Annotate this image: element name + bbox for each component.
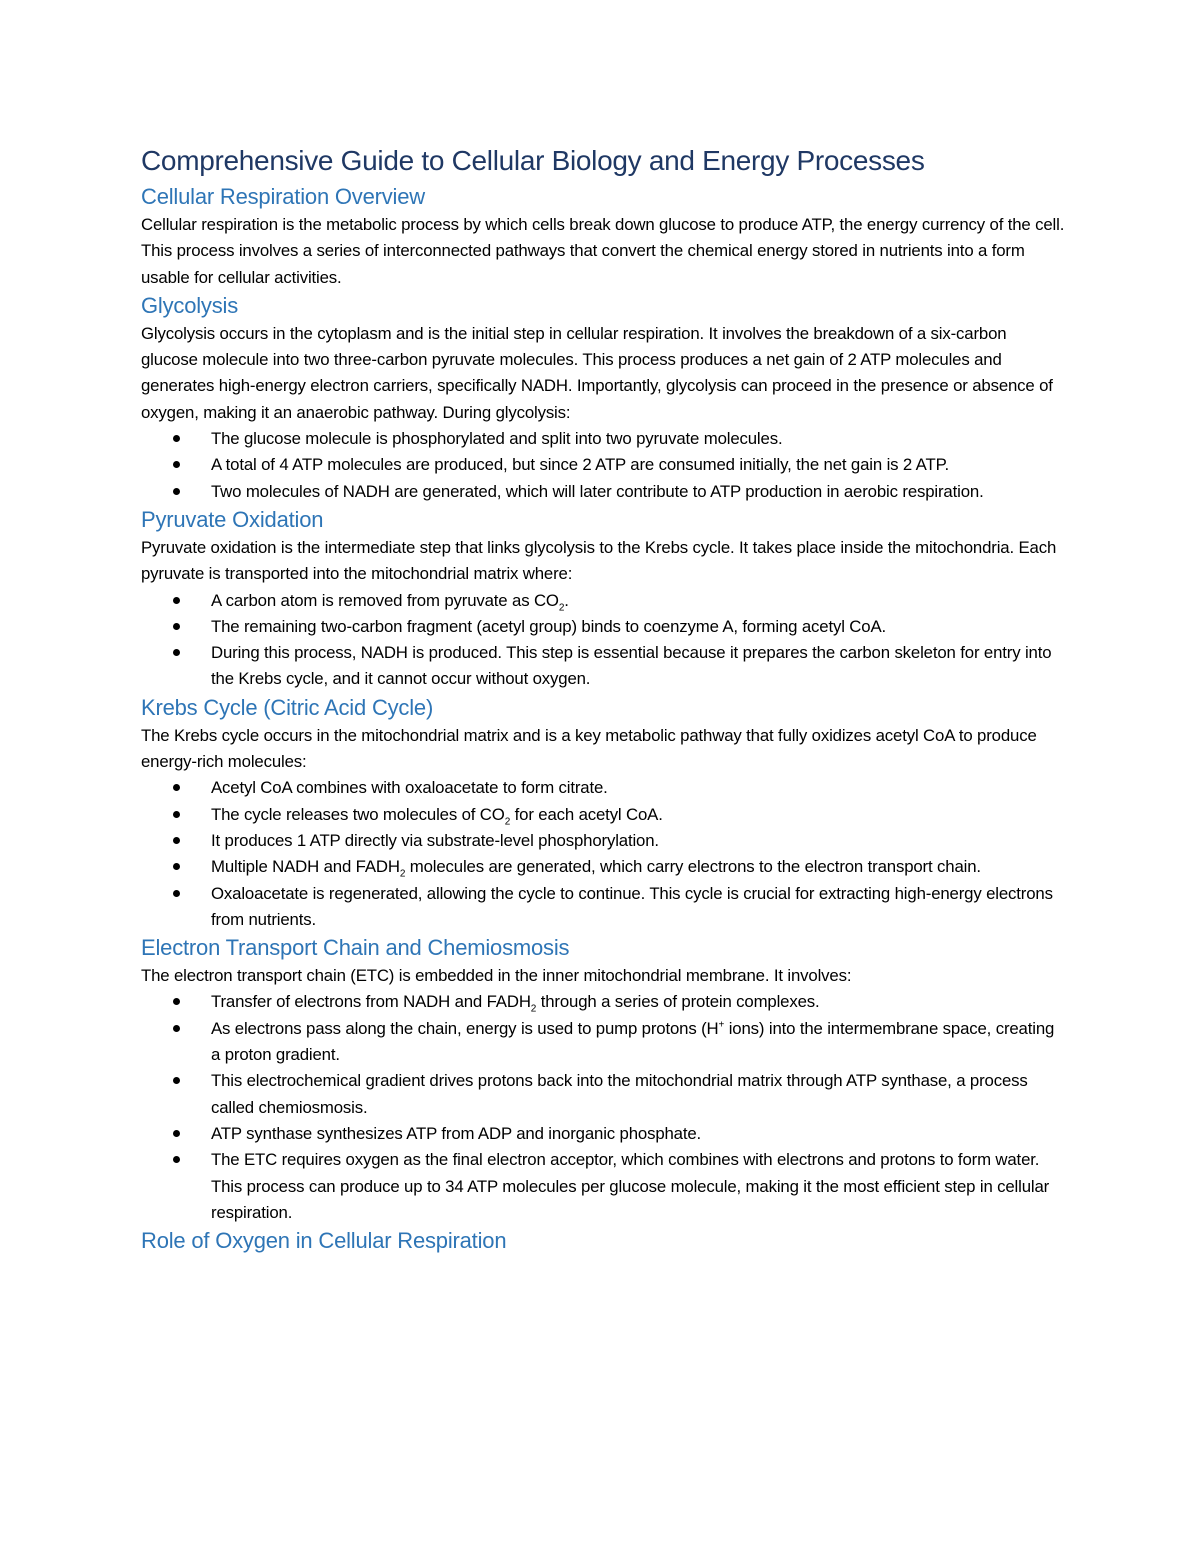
bullet-icon [173, 1025, 180, 1032]
list-item [141, 1016, 1066, 1069]
bullet-icon [173, 837, 180, 844]
list-item [141, 426, 1066, 452]
list-item-text: Acetyl CoA combines with oxaloacetate to form citrate. [211, 778, 608, 798]
list-item [141, 1068, 1066, 1121]
list-glycolysis [141, 426, 1066, 505]
list-item-text: The remaining two-carbon fragment (acetyl group) binds to coenzyme A, forming acetyl CoA. [211, 616, 887, 636]
list-item-text: During this process, NADH is produced. This step is essential because it prepares the carbon skeleton for entry into the Krebs cycle, and it cannot occur without oxygen. [211, 643, 1052, 689]
bullet-icon [173, 784, 180, 791]
list-item-text: molecules are generated, which carry electrons to the electron transport chain. [405, 857, 981, 877]
bullet-icon [173, 461, 180, 468]
heading-role-of-oxygen: Role of Oxygen in Cellular Respiration [141, 1228, 507, 1254]
subscript: 2 [558, 601, 565, 613]
list-item-text: . [564, 590, 569, 610]
subscript: 2 [504, 816, 511, 827]
paragraph-overview: Cellular respiration is the metabolic process by which cells break down glucose to produce ATP, the energy currency of the cell. This process involves a series of interconnected pathways that convert the chemical energy stored in nutrients into a form usable for cellular activities. [141, 215, 1065, 287]
list-item-text: The cycle releases two molecules of CO [211, 804, 505, 824]
list-item [141, 479, 1066, 505]
bullet-icon [173, 623, 180, 630]
bullet-icon [173, 597, 180, 604]
paragraph-electron-transport-chain: The electron transport chain (ETC) is embedded in the inner mitochondrial membrane. It involves: [141, 966, 852, 986]
paragraph-pyruvate-oxidation: Pyruvate oxidation is the intermediate step that links glycolysis to the Krebs cycle. It takes place inside the mitochondria. Each pyruvate is transported into the mitochondrial matrix where: [141, 537, 1057, 584]
list-item-text: It produces 1 ATP directly via substrate-level phosphorylation. [211, 830, 659, 850]
list-item-text: This electrochemical gradient drives protons back into the mitochondrial matrix through ATP synthase, a process called chemiosmosis. [211, 1071, 1028, 1117]
list-item-text: for each acetyl CoA. [510, 804, 663, 824]
bullet-icon [173, 649, 180, 656]
subscript: 2 [530, 1003, 537, 1015]
bullet-icon [173, 811, 180, 818]
list-item [141, 802, 1066, 828]
paragraph-krebs-cycle: The Krebs cycle occurs in the mitochondrial matrix and is a key metabolic pathway that fully oxidizes acetyl CoA to produce energy-rich molecules: [141, 725, 1037, 772]
document-page [141, 140, 1066, 1256]
list-item-text: The glucose molecule is phosphorylated and split into two pyruvate molecules. [211, 429, 783, 449]
bullet-icon [173, 435, 180, 442]
list-item-text: ATP synthase synthesizes ATP from ADP and inorganic phosphate. [211, 1123, 702, 1143]
bullet-icon [173, 863, 180, 870]
bullet-icon [173, 998, 180, 1005]
heading-overview: Cellular Respiration Overview [141, 184, 425, 209]
list-item [141, 989, 1066, 1015]
heading-pyruvate-oxidation: Pyruvate Oxidation [141, 506, 324, 532]
heading-krebs-cycle: Krebs Cycle (Citric Acid Cycle) [141, 694, 434, 720]
list-electron-transport-chain [141, 989, 1066, 1226]
list-item [141, 828, 1066, 854]
list-item [141, 1121, 1066, 1147]
list-item [141, 452, 1066, 478]
bullet-icon [173, 1077, 180, 1084]
list-item [141, 881, 1066, 934]
document-title: Comprehensive Guide to Cellular Biology and Energy Processes [141, 145, 925, 176]
list-item-text: The ETC requires oxygen as the final electron acceptor, which combines with electrons and protons to form water. This process can produce up to 34 ATP molecules per glucose molecule, making it the most efficient step in cellular respiration. [211, 1150, 1050, 1222]
list-item-text: Multiple NADH and FADH [211, 857, 400, 877]
heading-glycolysis: Glycolysis [141, 292, 239, 318]
bullet-icon [173, 1156, 180, 1163]
subscript: 2 [399, 868, 406, 880]
list-item-text: through a series of protein complexes. [536, 992, 820, 1012]
list-item-text: Oxaloacetate is regenerated, allowing the cycle to continue. This cycle is crucial for extracting high-energy electrons from nutrients. [211, 883, 1053, 929]
list-item [141, 854, 1066, 880]
list-item-text: As electrons pass along the chain, energy is used to pump protons (H [211, 1018, 719, 1038]
list-item [141, 775, 1066, 801]
list-item [141, 640, 1066, 693]
bullet-icon [173, 488, 180, 495]
list-item-text: Transfer of electrons from NADH and FADH [211, 992, 531, 1012]
list-pyruvate-oxidation [141, 588, 1066, 693]
list-item-text: Two molecules of NADH are generated, which will later contribute to ATP production in aerobic respiration. [211, 481, 984, 501]
list-item-text: A total of 4 ATP molecules are produced, but since 2 ATP are consumed initially, the net gain is 2 ATP. [211, 455, 949, 475]
bullet-icon [173, 1130, 180, 1137]
superscript: + [718, 1019, 725, 1031]
list-item [141, 1147, 1066, 1226]
list-item-text: ions) into the intermembrane space, creating a proton gradient. [211, 1018, 1055, 1065]
list-krebs-cycle [141, 775, 1066, 933]
paragraph-glycolysis: Glycolysis occurs in the cytoplasm and is the initial step in cellular respiration. It involves the breakdown of a six-carbon glucose molecule into two three-carbon pyruvate molecules. This process produces a net gain of 2 ATP molecules and generates high-energy electron carriers, specifically NADH. Importantly, glycolysis can proceed in the presence or absence of oxygen, making it an anaerobic pathway. During glycolysis: [141, 323, 1053, 422]
bullet-icon [173, 890, 180, 897]
heading-electron-transport-chain: Electron Transport Chain and Chemiosmosis [141, 935, 570, 961]
list-item-text: A carbon atom is removed from pyruvate as CO [211, 590, 559, 610]
list-item [141, 588, 1066, 614]
list-item [141, 614, 1066, 640]
